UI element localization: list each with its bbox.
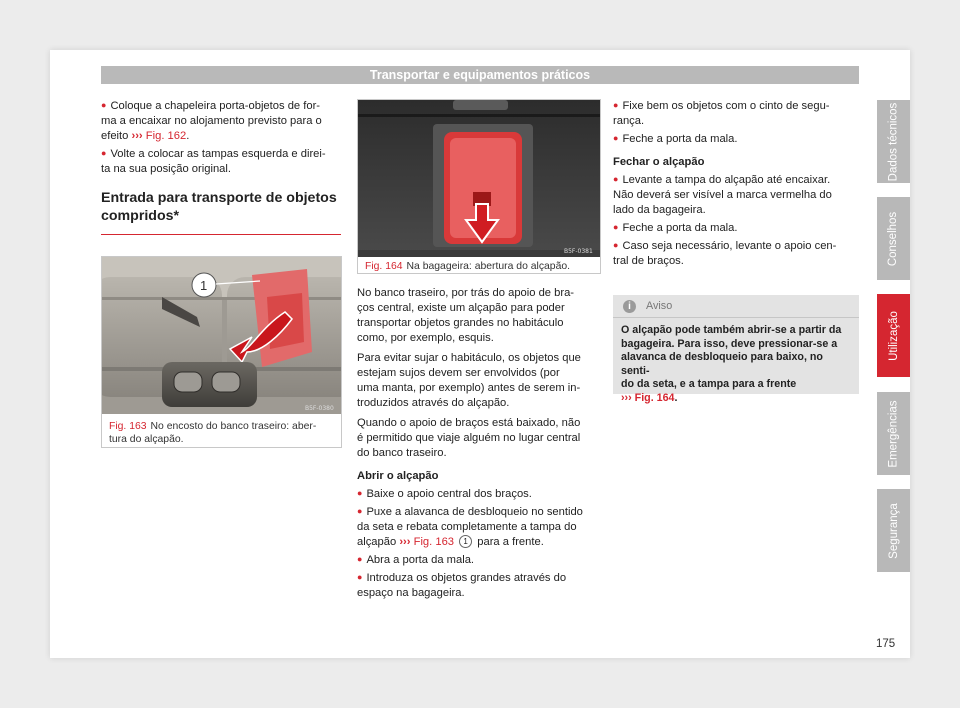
figure-164 [357, 99, 601, 274]
bullet-item: ● Coloque a chapeleira porta-objetos de for- ma a encaixar no alojamento previsto para o efeito ››› Fig. 162. [101, 99, 341, 144]
bullet-item: ● Fixe bem os objetos com o cinto de segu- rança. [613, 99, 859, 129]
bullet-item: ● Abra a porta da mala. [357, 553, 602, 568]
figure-link[interactable]: Fig. 163 [413, 536, 455, 548]
reference-arrow: ››› [131, 130, 143, 142]
right-column [613, 99, 859, 272]
bullet-item: ● Levante a tampa do alçapão até encaixar. Não deverá ser visível a marca vermelha do lado da bagageira. [613, 173, 859, 218]
tab-seguranca[interactable]: Segurança [877, 489, 910, 572]
subheading: Fechar o alçapão [613, 156, 705, 168]
callout-number: 1 [459, 535, 472, 548]
left-column [101, 99, 341, 235]
info-icon: i [623, 300, 636, 313]
tab-emergencias[interactable]: Emergências [877, 392, 910, 475]
tab-utilizacao[interactable]: Utilização [877, 294, 910, 377]
rear-seat-hatch-photo [102, 257, 341, 414]
svg-text:1: 1 [200, 278, 208, 293]
paragraph: Para evitar sujar o habitáculo, os objetos que estejam sujos devem ser envolvidos (por uma manta, por exemplo) antes de serem in- troduzidos através do alçapão. [357, 352, 581, 409]
page-header: Transportar e equipamentos práticos [101, 66, 859, 84]
bullet-item: ● Caso seja necessário, levante o apoio cen- tral de braços. [613, 239, 859, 269]
trunk-hatch-photo [358, 100, 600, 257]
paragraph: Quando o apoio de braços está baixado, não é permitido que viaje alguém no lugar central do banco traseiro. [357, 417, 581, 459]
image-code: B5F-0381 [564, 248, 593, 255]
notice-title: Aviso [646, 300, 673, 312]
section-heading: Entrada para transporte de objetos compridos* [101, 189, 341, 235]
tab-conselhos[interactable]: Conselhos [877, 197, 910, 280]
figure-link[interactable]: Fig. 162 [145, 130, 187, 142]
figure-number: Fig. 164 [365, 261, 403, 272]
paragraph: No banco traseiro, por trás do apoio de bra- ços central, existe um alçapão para poder transportar objetos grandes no habitáculo como, por exemplo, esquis. [357, 287, 575, 344]
figure-caption: Fig. 163 No encosto do banco traseiro: aber- tura do alçapão. [109, 421, 317, 445]
bullet-item: ● Puxe a alavanca de desbloqueio no sentido da seta e rebata completamente a tampa do alçapão ››› Fig. 163 1 para a frente. [357, 505, 602, 550]
notice-box [613, 295, 859, 404]
page-number: 175 [876, 638, 896, 650]
bullet-item: ● Feche a porta da mala. [613, 132, 859, 147]
bullet-item: ● Introduza os objetos grandes através do espaço na bagageira. [357, 571, 602, 601]
figure-163 [101, 256, 342, 448]
figure-link[interactable]: Fig. 164 [634, 391, 675, 404]
reference-arrow: ››› [399, 536, 411, 548]
bullet-item: ● Volte a colocar as tampas esquerda e direi- ta na sua posição original. [101, 147, 341, 177]
bullet-item: ● Feche a porta da mala. [613, 221, 859, 236]
figure-caption: Fig. 164 Na bagageira: abertura do alçapão. [365, 261, 571, 272]
notice-body: O alçapão pode também abrir-se a partir da bagageira. Para isso, deve pressionar-se a alavanca de desbloqueio para baixo, no senti- do da seta, e a tampa para a frente ››› Fig. 164. [621, 324, 842, 404]
tab-dados-tecnicos[interactable]: Dados técnicos [877, 100, 910, 183]
bullet-item: ● Baixe o apoio central dos braços. [357, 487, 602, 502]
reference-arrow: ››› [621, 391, 632, 404]
notice-header [613, 295, 859, 318]
image-code: B5F-0380 [305, 405, 334, 412]
middle-column [357, 286, 602, 604]
subheading: Abrir o alçapão [357, 470, 439, 482]
figure-number: Fig. 163 [109, 421, 147, 432]
